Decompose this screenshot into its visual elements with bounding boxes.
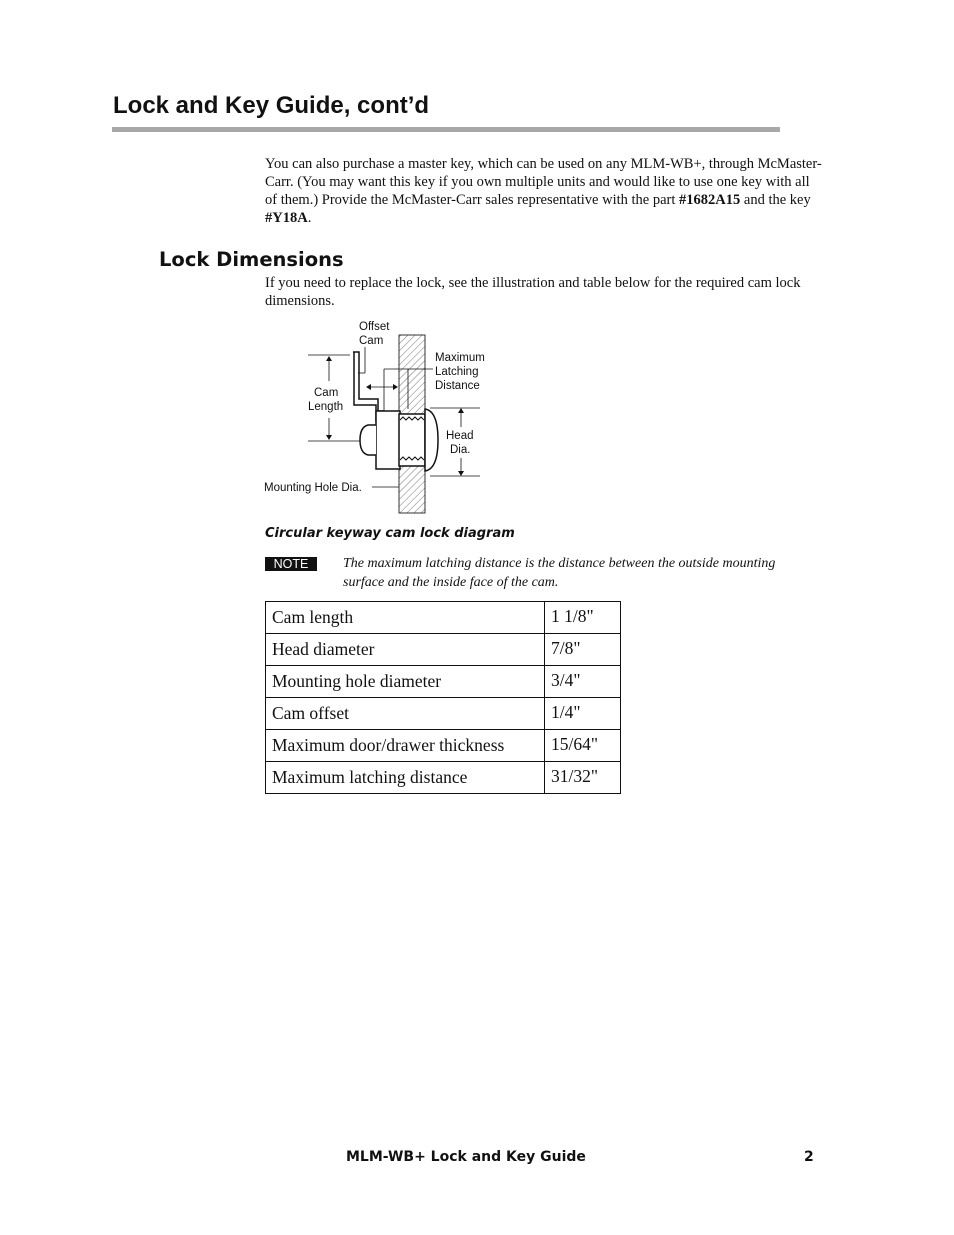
max-latching-label-2: Latching [435, 366, 479, 378]
page-number: 2 [804, 1149, 814, 1165]
page-title: Lock and Key Guide, cont’d [113, 92, 430, 119]
section-paragraph: If you need to replace the lock, see the illustration and table below for the required cam lock dimensions. [265, 275, 801, 309]
part-number: #1682A15 [679, 192, 741, 208]
table-cell-label: Cam length [266, 602, 545, 634]
table-row [266, 698, 621, 730]
table-cell-value: 15/64" [545, 730, 621, 762]
cam-lock-diagram [258, 315, 498, 515]
mounting-hole-label: Mounting Hole Dia. [264, 482, 362, 494]
cam-length-label-2: Length [308, 401, 344, 413]
head-dia-label-2: Dia. [450, 444, 471, 456]
table-cell-value: 1 1/8" [545, 602, 621, 634]
intro-text-2: and the key [740, 192, 811, 208]
footer-title: MLM-WB+ Lock and Key Guide [346, 1149, 586, 1165]
offset-cam-label: Offset [359, 321, 390, 333]
table-cell-label: Mounting hole diameter [266, 666, 545, 698]
offset-cam-label-2: Cam [359, 335, 384, 347]
table-row [266, 666, 621, 698]
table-row [266, 634, 621, 666]
table-row [266, 762, 621, 794]
table-row [266, 730, 621, 762]
intro-text: You can also purchase a master key, which can be used on any MLM-WB+, through McMaster-Carr. (You may want this key if you own multiple units and would like to use one key with all of them.) Provide the McMaster-Carr sales representative with the part [265, 156, 822, 208]
max-latching-label: Maximum [435, 352, 485, 364]
section-heading: Lock Dimensions [159, 248, 344, 271]
table-cell-value: 31/32" [545, 762, 621, 794]
intro-paragraph [265, 155, 825, 227]
intro-text-3: . [307, 210, 312, 226]
diagram-caption: Circular keyway cam lock diagram [265, 526, 515, 541]
table-cell-label: Cam offset [266, 698, 545, 730]
lock-barrel [399, 414, 425, 466]
table-cell-label: Maximum latching distance [266, 762, 545, 794]
title-rule [112, 127, 780, 132]
lock-head [425, 409, 438, 471]
table-cell-value: 7/8" [545, 634, 621, 666]
note-text: The maximum latching distance is the distance between the outside mounting surface and the inside face of the cam. [343, 556, 776, 590]
lock-rear-nub [360, 425, 376, 455]
lock-body [376, 411, 400, 469]
table-cell-label: Maximum door/drawer thickness [266, 730, 545, 762]
key-number: #Y18A [265, 210, 308, 226]
table-cell-value: 1/4" [545, 698, 621, 730]
table-cell-value: 3/4" [545, 666, 621, 698]
table-row [266, 602, 621, 634]
dimensions-table [265, 601, 621, 794]
head-dia-label: Head [446, 430, 474, 442]
max-latching-label-3: Distance [435, 380, 480, 392]
note-badge: NOTE [265, 557, 317, 571]
cam-length-label: Cam [314, 387, 339, 399]
table-cell-label: Head diameter [266, 634, 545, 666]
